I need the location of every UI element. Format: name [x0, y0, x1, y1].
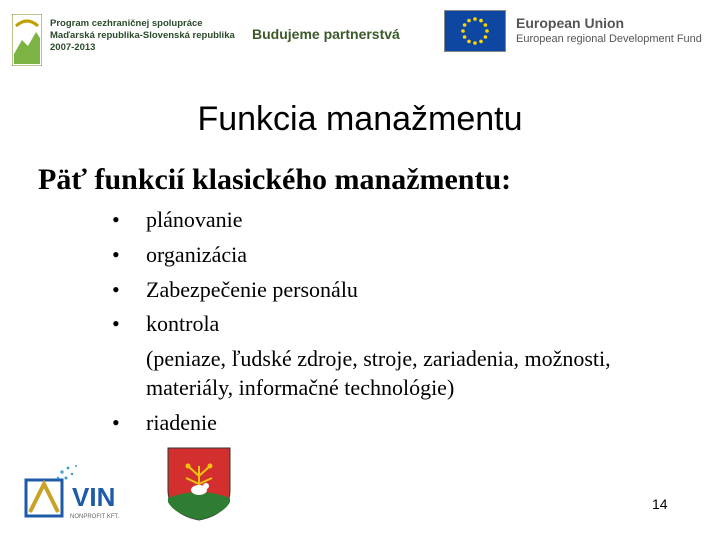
list-item-leading: riadenie [146, 410, 217, 435]
list-item-staffing: Zabezpečenie personálu [146, 277, 358, 302]
program-line-2: Maďarská republika-Slovenská republika [50, 30, 235, 41]
coat-of-arms-icon [164, 446, 234, 522]
list-item-control: kontrola [146, 311, 220, 336]
bullet-marker: • [112, 311, 120, 336]
bullet-marker: • [112, 277, 120, 302]
page-number: 14 [652, 496, 668, 512]
program-line-3: 2007-2013 [50, 42, 96, 53]
list-item-planning: plánovanie [146, 207, 243, 232]
eu-subtitle: European regional Development Fund [516, 33, 702, 45]
program-line-1: Program cezhraničnej spolupráce [50, 18, 203, 29]
vin-logo-icon [22, 462, 144, 524]
vin-logo-text: VIN [72, 482, 116, 512]
list-item-organization: organizácia [146, 242, 247, 267]
slide-title: Funkcia manažmentu [197, 100, 523, 138]
slide-subtitle: Päť funkcií klasického manažmentu: [38, 163, 512, 196]
bullet-marker: • [112, 207, 120, 232]
partnership-slogan: Budujeme partnerstvá [252, 26, 400, 42]
eu-title: European Union [516, 15, 625, 31]
list-item-resources-line1: (peniaze, ľudské zdroje, stroje, zariadenia, možnosti, [146, 346, 611, 371]
list-item-resources-line2: materiály, informačné technológie) [146, 375, 455, 400]
bullet-marker: • [112, 242, 120, 267]
bullet-marker: • [112, 410, 120, 435]
vin-logo-subtext: NONPROFIT KFT. [70, 514, 120, 520]
